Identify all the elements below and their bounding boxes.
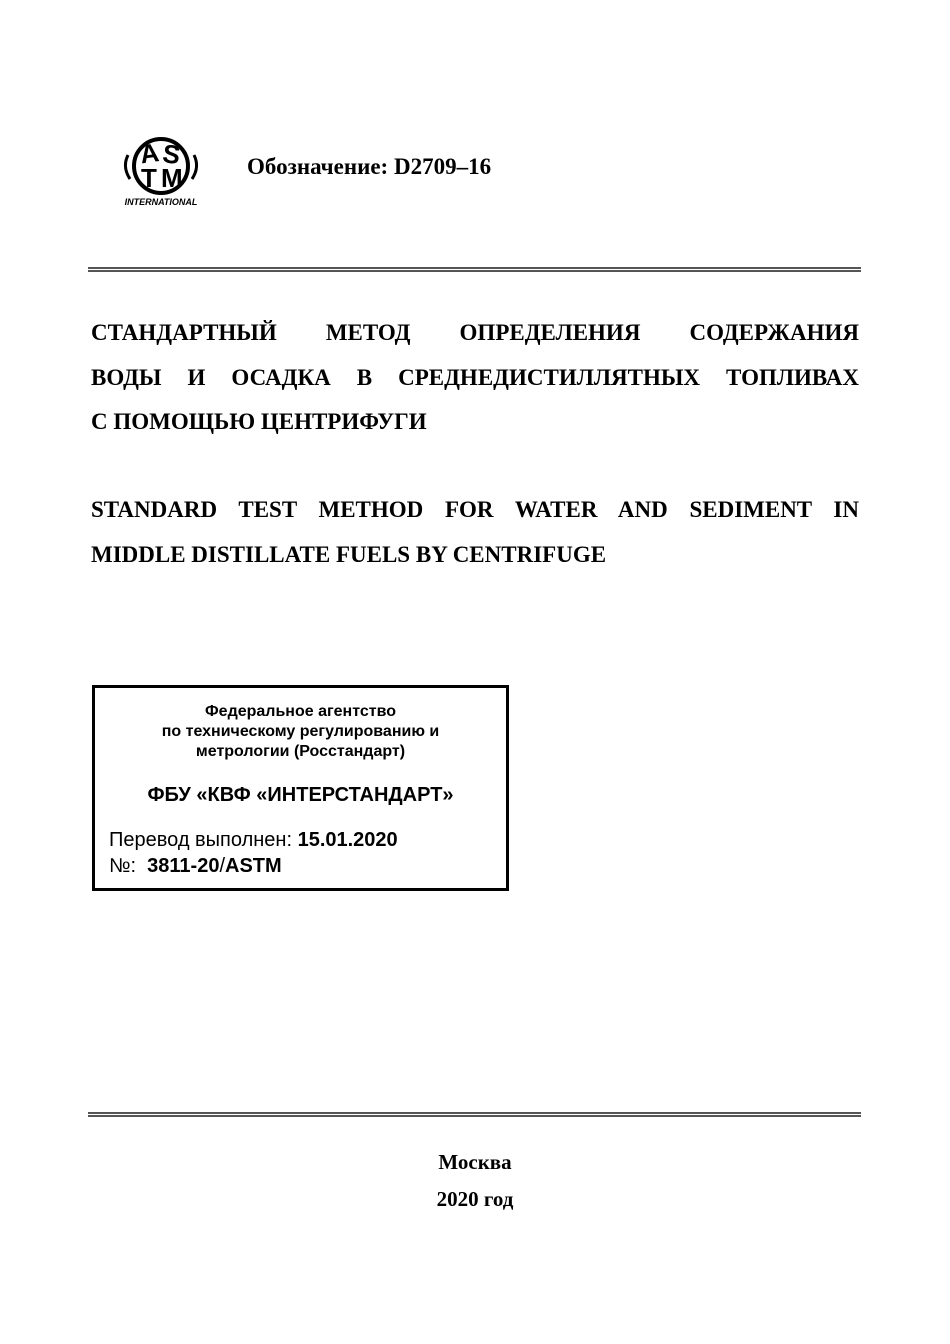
translation-date-row [109,829,398,852]
designation: Обозначение: D2709–16 [247,154,492,179]
number-separator: / [219,855,225,877]
svg-text:M: M [161,163,183,193]
title-ru-line-3: С ПОМОЩЬЮ ЦЕНТРИФУГИ [91,409,427,434]
publication-city: Москва [438,1150,512,1174]
translation-label: Перевод выполнен: [109,829,293,851]
title-ru-line-2: ВОДЫ И ОСАДКА В СРЕДНЕДИСТИЛЛЯТНЫХ ТОПЛИВАХ [91,364,859,390]
publication-year: 2020 год [436,1187,514,1211]
title-en-line-2: MIDDLE DISTILLATE FUELS BY CENTRIFUGE [91,541,607,567]
title-ru-line-1: СТАНДАРТНЫЙ МЕТОД ОПРЕДЕЛЕНИЯ СОДЕРЖАНИЯ [91,320,859,345]
astm-logo-caption: INTERNATIONAL [124,197,198,207]
number-value: 3811-20 [147,855,220,877]
number-label: №: [109,855,137,877]
top-divider [88,267,861,272]
bottom-divider [88,1112,861,1117]
stamp-agency-line-1: Федеральное агентство [205,703,396,720]
stamp-organization: ФБУ «КВФ «ИНТЕРСТАНДАРТ» [147,784,454,806]
title-russian [91,311,859,445]
title-english [91,488,859,577]
stamp-agency-line-2: по техническому регулированию и [161,723,440,740]
svg-text:T: T [141,163,157,193]
translation-date: 15.01.2020 [297,829,398,851]
translation-number-row [109,855,282,878]
astm-logo-icon [118,133,204,209]
title-en-line-1: STANDARD TEST METHOD FOR WATER AND SEDIMENT IN [91,497,859,522]
svg-text:A: A [138,137,161,170]
stamp-agency-line-3: метрологии (Росстандарт) [195,743,406,760]
stamp-agency [95,702,506,762]
translation-stamp [92,685,509,891]
svg-text:S: S [160,138,183,171]
number-suffix: ASTM [225,855,282,877]
